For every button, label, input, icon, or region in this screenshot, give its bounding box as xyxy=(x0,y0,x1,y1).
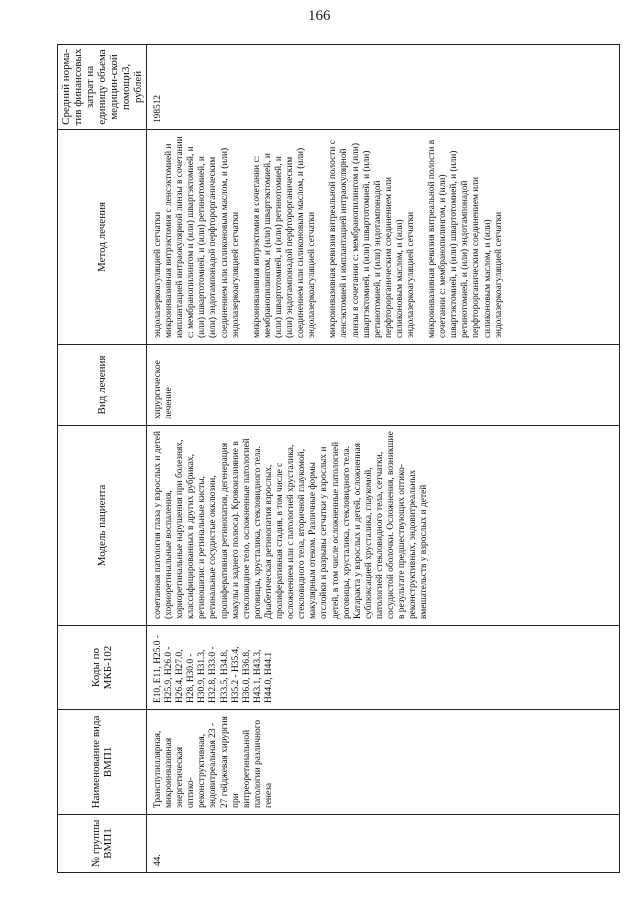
cell-name: Транспупиллярная, микроинвазивная энергетическая оптико-реконструктивная, эндовитреальная 23 - 27 гейджевая хирургия при витреоретинальной патологии различного генеза xyxy=(147,710,620,815)
header-method: Метод лечения xyxy=(58,130,147,345)
rotated-table-wrapper xyxy=(57,45,620,873)
vmp-table xyxy=(57,44,620,873)
cell-treatment-type: хирургическое лечение xyxy=(147,345,620,426)
cell-group-no: 44. xyxy=(147,815,620,873)
header-row xyxy=(58,45,147,873)
cell-method xyxy=(147,130,620,345)
header-patient-model: Модель пациента xyxy=(58,426,147,626)
method-item: микроинвазивная витрэктомия с ленсэктомией и имплантацией интраокулярной линзы в сочетании с: мембранопилингом и (или) швартэктомией, и (или) швартотомией, и (или) ретинотомией, и (или) эндотампонадой перфторорганическим соединением или силиконовым маслом, и (или) эндолазеркоагуляцией сетчатки xyxy=(164,136,241,338)
cell-cost: 198512 xyxy=(147,45,620,130)
header-treatment-type: Вид лечения xyxy=(58,345,147,426)
method-item: микроинвазивная ревизия витреальной полости в сочетании с: мембранопилингом, и (или) швартэктомией, и (или) швартотомией, и (или) ретинотомией, и (или) эндотампонадой перфторорганическим соединением или силиконовым маслом, и (или) эндолазеркоагуляцией сетчатки xyxy=(427,139,504,338)
cell-codes: E10, E11, H25.0 - H25.9, H26.0 - H26.4, H27.0, H28, H30.0 - H30.9, H31.3, H32.8, H33.0 - H33.5, H34.8, H35.2 - H35.4, H36.0, H36.8, H43.1, H43.3, H44.0, H44.1 xyxy=(147,626,620,710)
table-row xyxy=(147,45,620,873)
cell-patient-model: сочетанная патология глаза у взрослых и детей (хориоретинальные воспаления, хориоретинальные нарушения при болезнях, классифицированных в других рубриках, ретиношизис и ретинальные кисты, ретинальные сосудистые окклюзии, пролиферативная ретинопатия, дегенерация макулы и заднего полюса). Кровоизлияние в стекловидное тело, осложненные патологией роговицы, хрусталика, стекловидного тела. Диабетическая ретинопатия взрослых, пролиферативная стадия, в том числе с осложнением или с патологией хрусталика, стекловидного тела, вторичной глаукомой, макулярным отеком. Различные формы отслойки и разрывы сетчатки у взрослых и детей, в том числе осложненные патологией роговицы, хрусталика, стекловидного тела. Катаракта у взрослых и детей, осложненная сублюксацией хрусталика, глаукомой, патологией стекловидного тела, сетчатки, сосудистой оболочки. Осложнения, возникшие в результате предшествующих оптико-реконструктивных, эндовитреальных вмешательств у взрослых и детей xyxy=(147,426,620,626)
header-cost: Средний норма-тив финансовых затрат на единицу объема медицин-ской помощи3, рублей xyxy=(58,45,147,130)
header-codes: Коды по МКБ-102 xyxy=(58,626,147,710)
method-item: микроинвазивная ревизия витреальной полости с ленсэктомией и имплантацией интраокулярной линзы в сочетании с: мембранопилингом и (или) швартэктомией, и (или) швартотомией, и (или) ретинотомией, и (или) эндотампонадой перфторорганическим соединением или силиконовым маслом, и (или) эндолазеркоагуляцией сетчатки xyxy=(328,140,416,338)
method-prefix: эндолазеркоагуляцией сетчатки xyxy=(153,211,163,338)
header-name: Наименование вида ВМП1 xyxy=(58,710,147,815)
page-number: 166 xyxy=(308,8,331,24)
method-item: микроинвазивная витрэктомия в сочетании с: мембранопилингом, и (или) швартэктомией, и (или) швартотомией, и (или) ретинотомией, и (или) эндотампонадой перфторорганическим соединением или силиконовым маслом, и (или) эндолазеркоагуляцией сетчатки xyxy=(251,147,318,338)
header-group-no: № группы ВМП1 xyxy=(58,815,147,873)
